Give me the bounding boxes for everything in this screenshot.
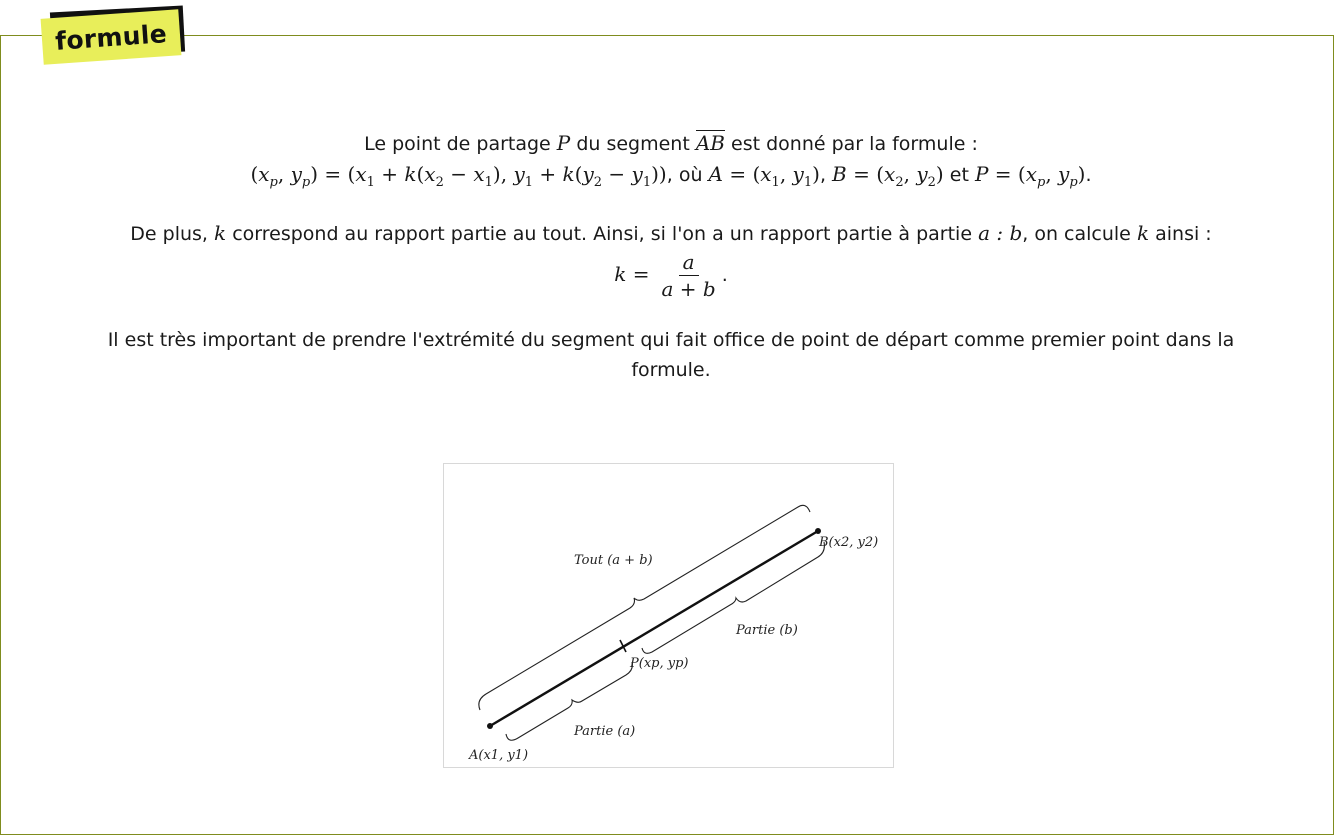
paragraph-note: Il est très important de prendre l'extrémité du segment qui fait office de point de départ comme premier point dans la formule.	[107, 329, 1235, 381]
point-a-dot	[487, 723, 493, 729]
label-partie-a: Partie (a)	[574, 724, 636, 739]
label-partie-b: Partie (b)	[736, 623, 798, 638]
segment-diagram	[444, 464, 895, 769]
paragraph-ratio	[60, 218, 1282, 302]
label-point-a: A(x1, y1)	[469, 748, 529, 763]
definition-line-1: Le point de partage P du segment AB est donné par la formule :	[364, 131, 978, 155]
definition-line-2: ($x_p$, $y_p) = (x_1 + k(x_2 - x_1)$, $y_1 + k(y_2 - y_1)$), où $A = (x_1$, $y_1$), $B = (x_2$, $y_2$) et $P = (x_p$, $y_p$).	[250, 162, 1092, 190]
paragraph-definition	[60, 128, 1282, 190]
def-a: $A = (x_1$, $y_1$)	[708, 162, 820, 190]
segment-figure	[443, 463, 894, 768]
brace-tout	[479, 505, 810, 710]
def-p: $P = (x_p$, $y_p$)	[974, 162, 1086, 190]
segment-ab: AB	[695, 131, 725, 155]
label-point-p: P(xp, yp)	[630, 656, 689, 671]
formula-tag	[41, 9, 182, 65]
label-tout: Tout (a + b)	[574, 553, 653, 568]
k-formula: k = $\frac{a}{a + b}$ .	[614, 250, 728, 301]
label-point-b: B(x2, y2)	[819, 535, 879, 550]
formula-tag-label: formule	[54, 18, 168, 56]
def-b: $B = (x_2$, $y_2$)	[832, 162, 944, 190]
ratio-line-1: De plus, k correspond au rapport partie au tout. Ainsi, si l'on a un rapport partie à partie a : b, on calcule k ainsi :	[130, 221, 1212, 245]
partition-formula: ($x_p$, $y_p) = (x_1 + k(x_2 - x_1)$, $y_1 + k(y_2 - y_1)$)	[250, 162, 667, 190]
point-p: P	[556, 131, 571, 155]
ratio-ab: a : b	[978, 221, 1023, 245]
k-fraction: $\frac{a}{a + b}$	[661, 250, 716, 301]
point-b-dot	[815, 528, 821, 534]
